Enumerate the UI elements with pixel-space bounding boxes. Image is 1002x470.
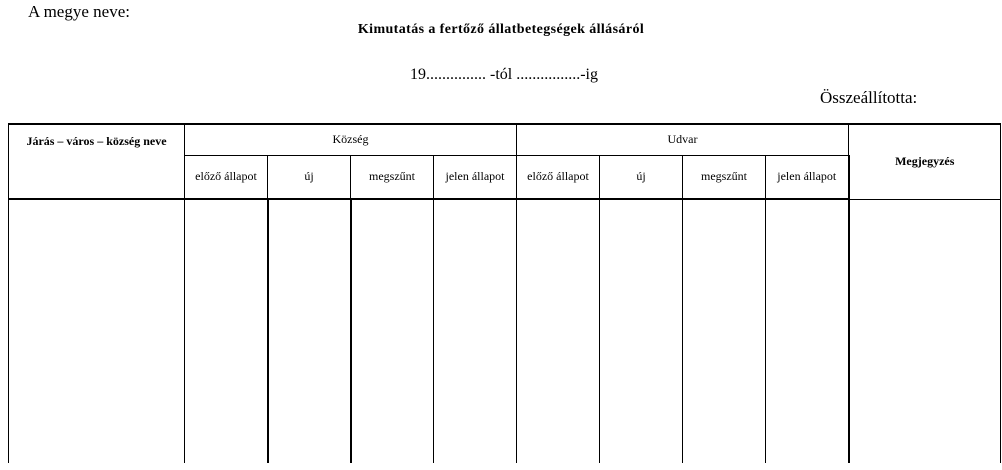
county-name-label: A megye neve: [28, 2, 130, 21]
district-column-header: Járás – város – község neve [9, 124, 185, 199]
udvar-col-new: új [600, 155, 683, 199]
district-cell[interactable] [9, 199, 185, 463]
period-line: 19............... -tól ................-ig [410, 66, 598, 83]
udvar-previous-cell[interactable] [517, 199, 600, 463]
udvar-col-previous: előző állapot [517, 155, 600, 199]
kozseg-col-previous: előző állapot [185, 155, 268, 199]
disease-status-table [8, 123, 1001, 463]
kozseg-ended-cell[interactable] [351, 199, 434, 463]
udvar-col-ended: megszűnt [683, 155, 766, 199]
kozseg-col-current: jelen állapot [434, 155, 517, 199]
udvar-group-header: Udvar [517, 124, 849, 155]
kozseg-col-ended: megszűnt [351, 155, 434, 199]
compiled-by-label: Összeállította: [820, 88, 918, 107]
udvar-current-cell[interactable] [766, 199, 849, 463]
kozseg-previous-cell[interactable] [185, 199, 268, 463]
kozseg-new-cell[interactable] [268, 199, 351, 463]
remarks-cell[interactable] [849, 199, 1001, 463]
udvar-new-cell[interactable] [600, 199, 683, 463]
remarks-column-header: Megjegyzés [849, 124, 1001, 199]
kozseg-group-header: Község [185, 124, 517, 155]
udvar-col-current: jelen állapot [766, 155, 849, 199]
kozseg-current-cell[interactable] [434, 199, 517, 463]
kozseg-col-new: új [268, 155, 351, 199]
form-title: Kimutatás a fertőző állatbetegségek állásáról [357, 22, 645, 37]
udvar-ended-cell[interactable] [683, 199, 766, 463]
